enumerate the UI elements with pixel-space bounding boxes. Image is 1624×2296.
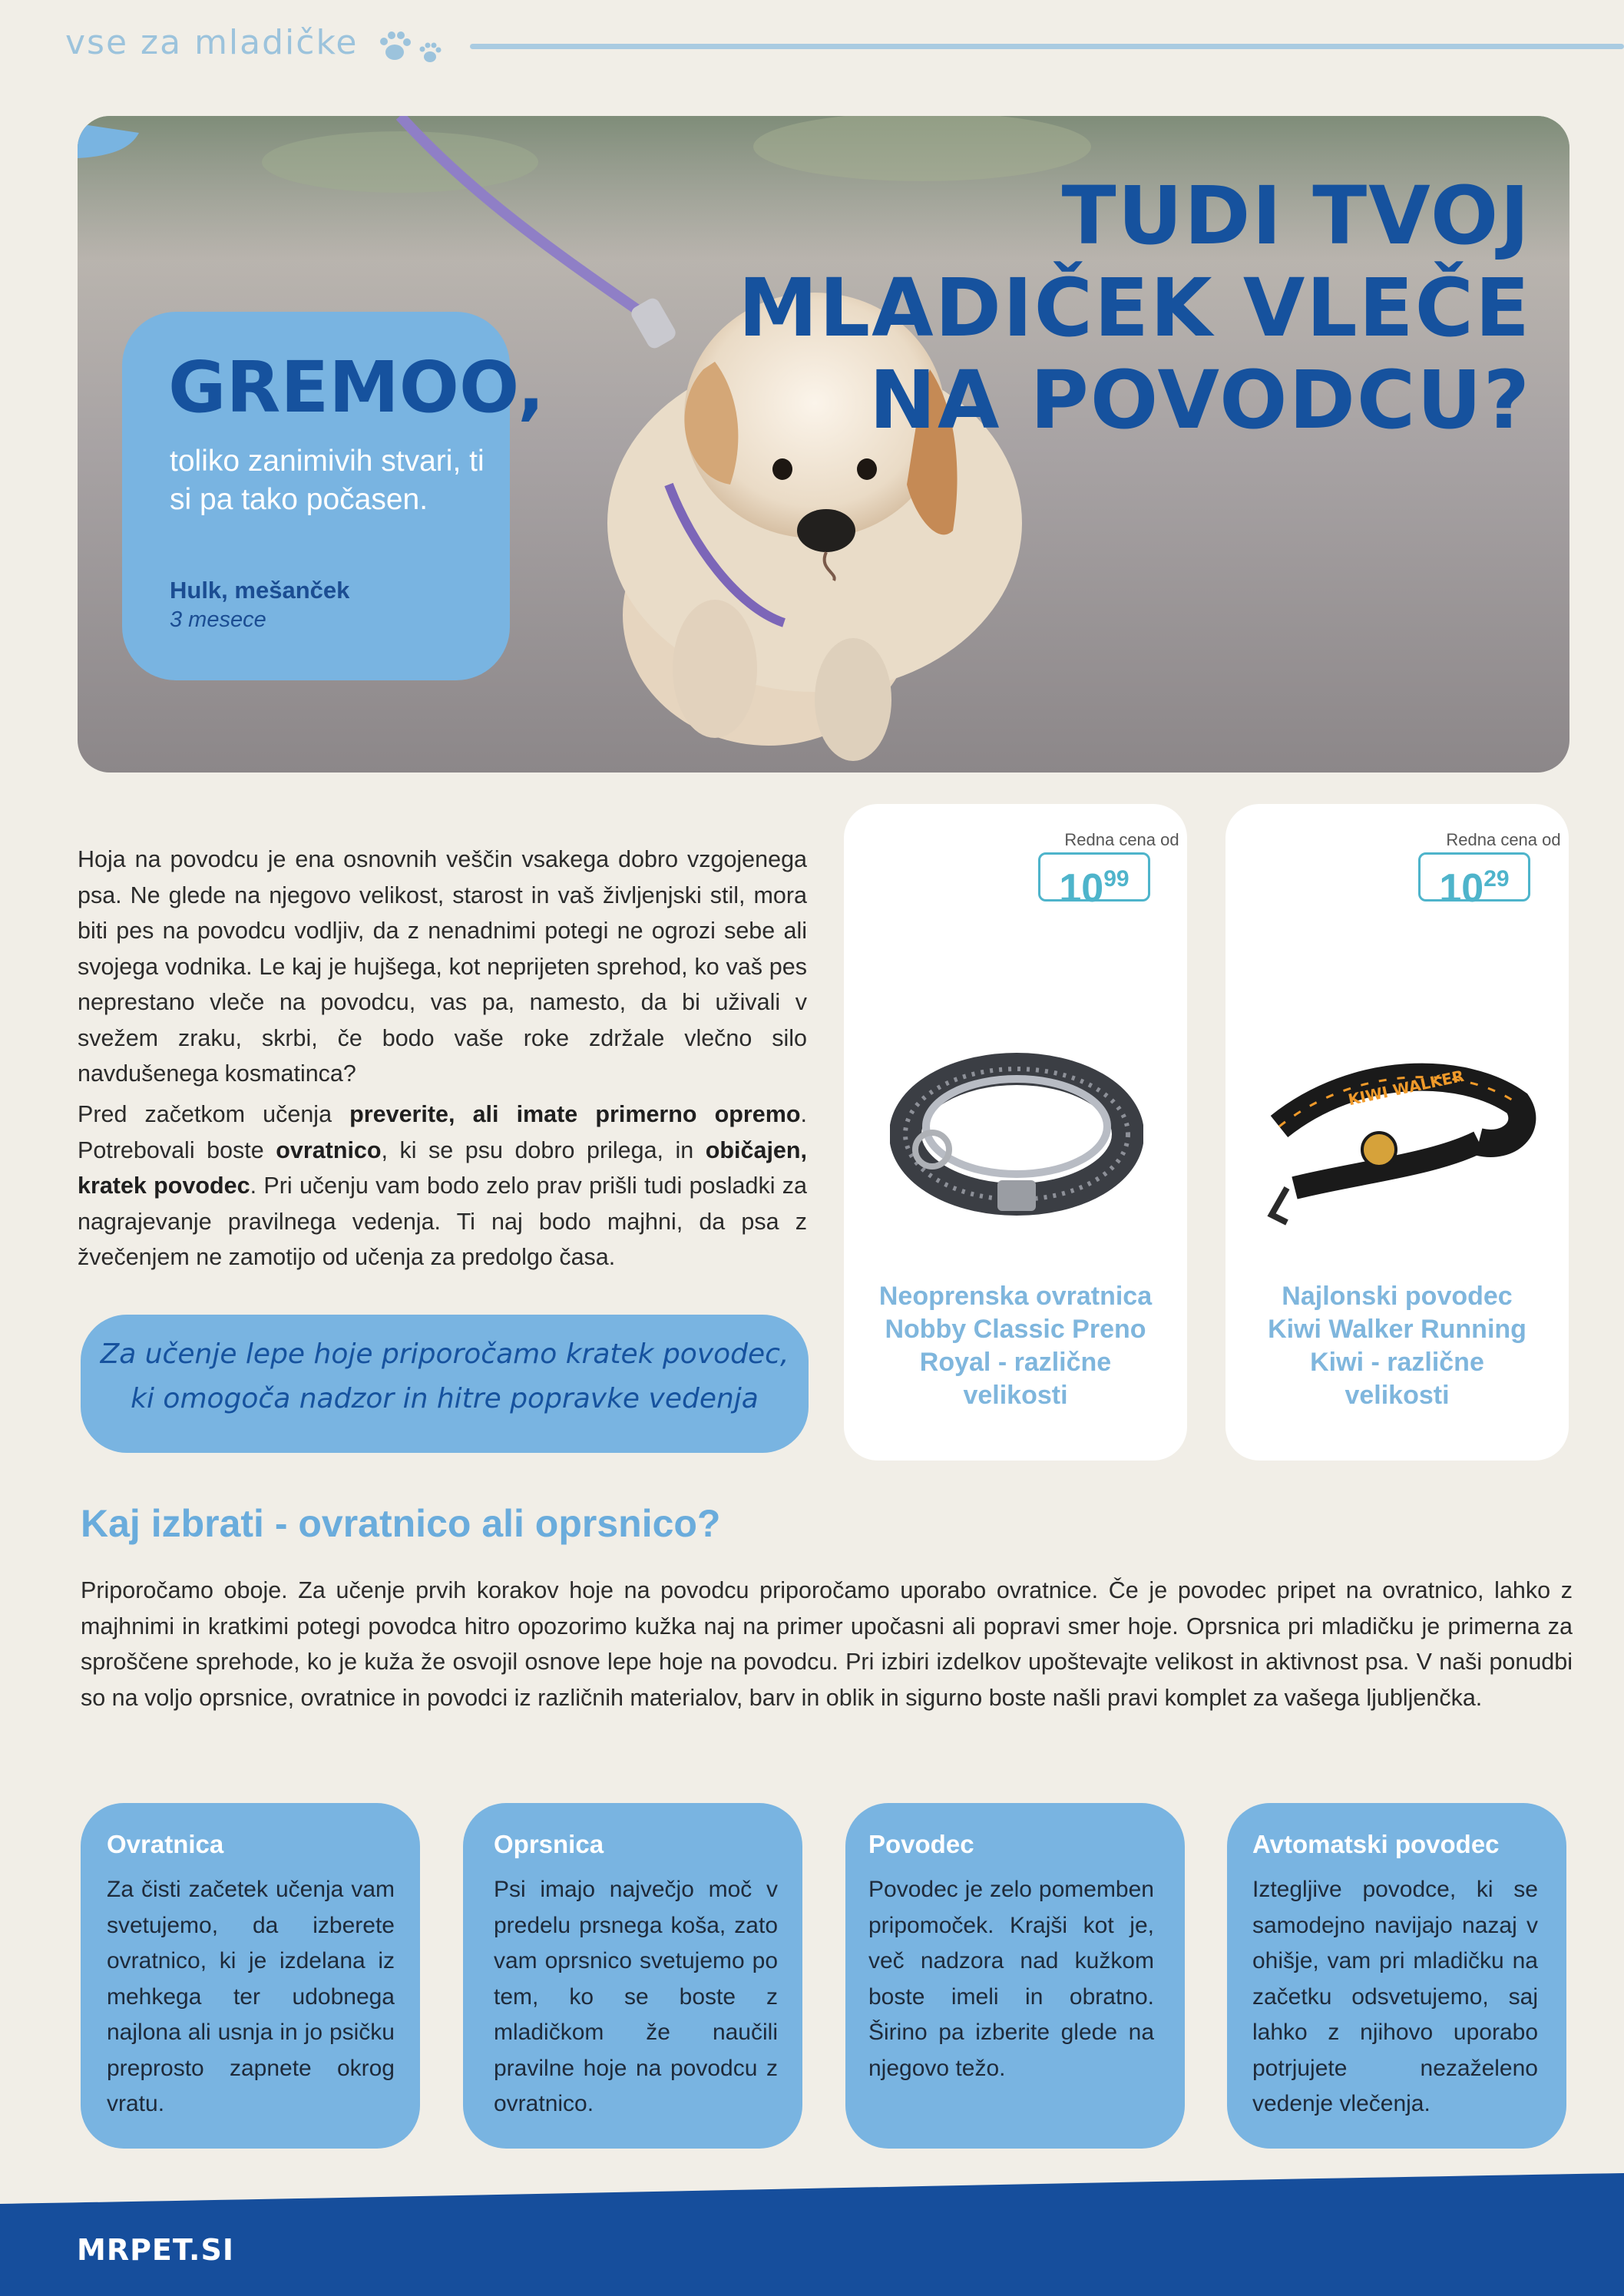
price-tag: $10^{99}$ xyxy=(1038,852,1150,902)
info-card-leash xyxy=(845,1803,1185,2149)
headline-line: TUDI TVOJ xyxy=(1061,169,1531,263)
headline-line: MLADIČEK VLEČE xyxy=(738,261,1531,355)
info-card-retractable-leash xyxy=(1227,1803,1566,2149)
dog-name: Hulk, mešanček xyxy=(170,577,350,604)
equipment-paragraph: Pred začetkom učenja preverite, ali imate primerno opremo. Potrebovali boste ovratnico, ki se psu dobro prilega, in običajen, kratek povodec. Pri učenju vam bodo zelo prav prišli tudi posladki za nagrajevanje pravilnega vedenja. Ti naj bodo majhni, da psa z žvečenjem ne zamotijo od učenja za predolgo časa. xyxy=(78,1101,807,1270)
info-card-text: Za čisti začetek učenja vam svetujemo, da izberete ovratnico, ki je izdelana iz mehkega ter udobnega najlona ali usnja in jo psičku preprosto zapnete okrog vratu. xyxy=(107,1877,395,2116)
dog-age: 3 mesece xyxy=(170,607,266,632)
section-paragraph: Priporočamo oboje. Za učenje prvih korakov hoje na povodcu priporočamo uporabo ovratnice. Če je povodec pripet na ovratnico, lahko z majhnimi in kratkimi potegi povodca hitro opozorimo kužka naj na primer upočasni ali popravi smer hoje. Oprsnica pri mladičku je primerna za sproščene sprehode, ko je kuža že osvojil osnove lepe hoje na povodcu. Pri izbiri izdelkov upoštevajte velikost in aktivnost psa. V naši ponudbi so na voljo oprsnice, ovratnice in povodci iz različnih materialov, barv in oblik in sigurno boste našli pravi komplet za vašega ljubljenčka. xyxy=(81,1577,1573,1711)
bubble-text: toliko zanimivih stvari, ti si pa tako počasen. xyxy=(170,445,485,516)
intro-paragraph: Hoja na povodcu je ena osnovnih veščin vsakega dobro vzgojenega psa. Ne glede na njegovo velikost, starost in vaš življenjski stil, mora biti pes na povodcu vodljiv, da z nenadnimi potegi ne ogrozi sebe ali svojega vodnika. Le kaj je hujšega, kot neprijeten sprehod, ko vaš pes neprestano vleče na povodcu, vas pa, namesto, da bi uživali v svežem zraku, skrbi, če bodo vaše roke zdržale vlečno silo navdušenega kosmatinca? xyxy=(78,846,807,1087)
info-card-collar xyxy=(81,1803,420,2149)
section-label: vse za mladičke xyxy=(65,23,359,62)
info-card-text: Iztegljive povodce, ki se samodejno navijajo nazaj v ohišje, vam pri mladičku na začetku odsvetujemo, saj lahko z njihovo uporabo potrjujete nezaželeno vedenje vlečenja. xyxy=(1252,1877,1538,2116)
leash-print: KIWI WALKER xyxy=(1346,1066,1466,1110)
speech-bubble-tail xyxy=(78,116,139,170)
info-card-harness xyxy=(463,1803,802,2149)
footer-bar xyxy=(0,2204,1624,2296)
info-card-title: Ovratnica xyxy=(107,1830,224,1858)
bubble-title: GREMOO, xyxy=(168,346,545,428)
hero-headline xyxy=(738,170,1531,446)
brand-logo[interactable]: MRPET.SI xyxy=(77,2233,234,2267)
header-divider xyxy=(470,44,1624,49)
price-label: Redna cena od xyxy=(1064,830,1179,849)
info-card-text: Povodec je zelo pomemben pripomoček. Krajši kot je, več nadzora nad kužkom boste imeli in obratno. Širino pa izberite glede na njegovo težo. xyxy=(868,1877,1154,2081)
info-card-title: Oprsnica xyxy=(494,1830,604,1858)
info-card-text: Psi imajo največjo moč v predelu prsnega koša, zato vam oprsnico svetujemo po tem, ko se boste z mladičkom že naučili pravilne hoje na povodcu z ovratnico. xyxy=(494,1877,778,2116)
collar-image xyxy=(890,1042,1143,1242)
leash-image xyxy=(1264,1057,1540,1234)
price-label: Redna cena od xyxy=(1446,830,1561,849)
product-name[interactable]: Najlonski povodec Kiwi Walker Running Kiwi - različne velikosti xyxy=(1268,1282,1526,1410)
paw-prints-icon xyxy=(376,29,453,68)
tip-text: Za učenje lepe hoje priporočamo kratek povodec, ki omogoča nadzor in hitre popravke vedenja xyxy=(100,1338,789,1414)
product-card-leash[interactable] xyxy=(1225,804,1569,1461)
headline-line: NA POVODCU? xyxy=(868,353,1531,447)
price-tag: $10^{29}$ xyxy=(1418,852,1530,902)
hero-banner xyxy=(78,116,1569,773)
info-card-title: Povodec xyxy=(868,1830,974,1858)
info-card-title: Avtomatski povodec xyxy=(1252,1830,1500,1858)
product-card-collar[interactable] xyxy=(844,804,1187,1461)
product-name[interactable]: Neoprenska ovratnica Nobby Classic Preno Royal - različne velikosti xyxy=(878,1282,1153,1410)
section-heading: Kaj izbrati - ovratnico ali oprsnico? xyxy=(81,1502,721,1545)
